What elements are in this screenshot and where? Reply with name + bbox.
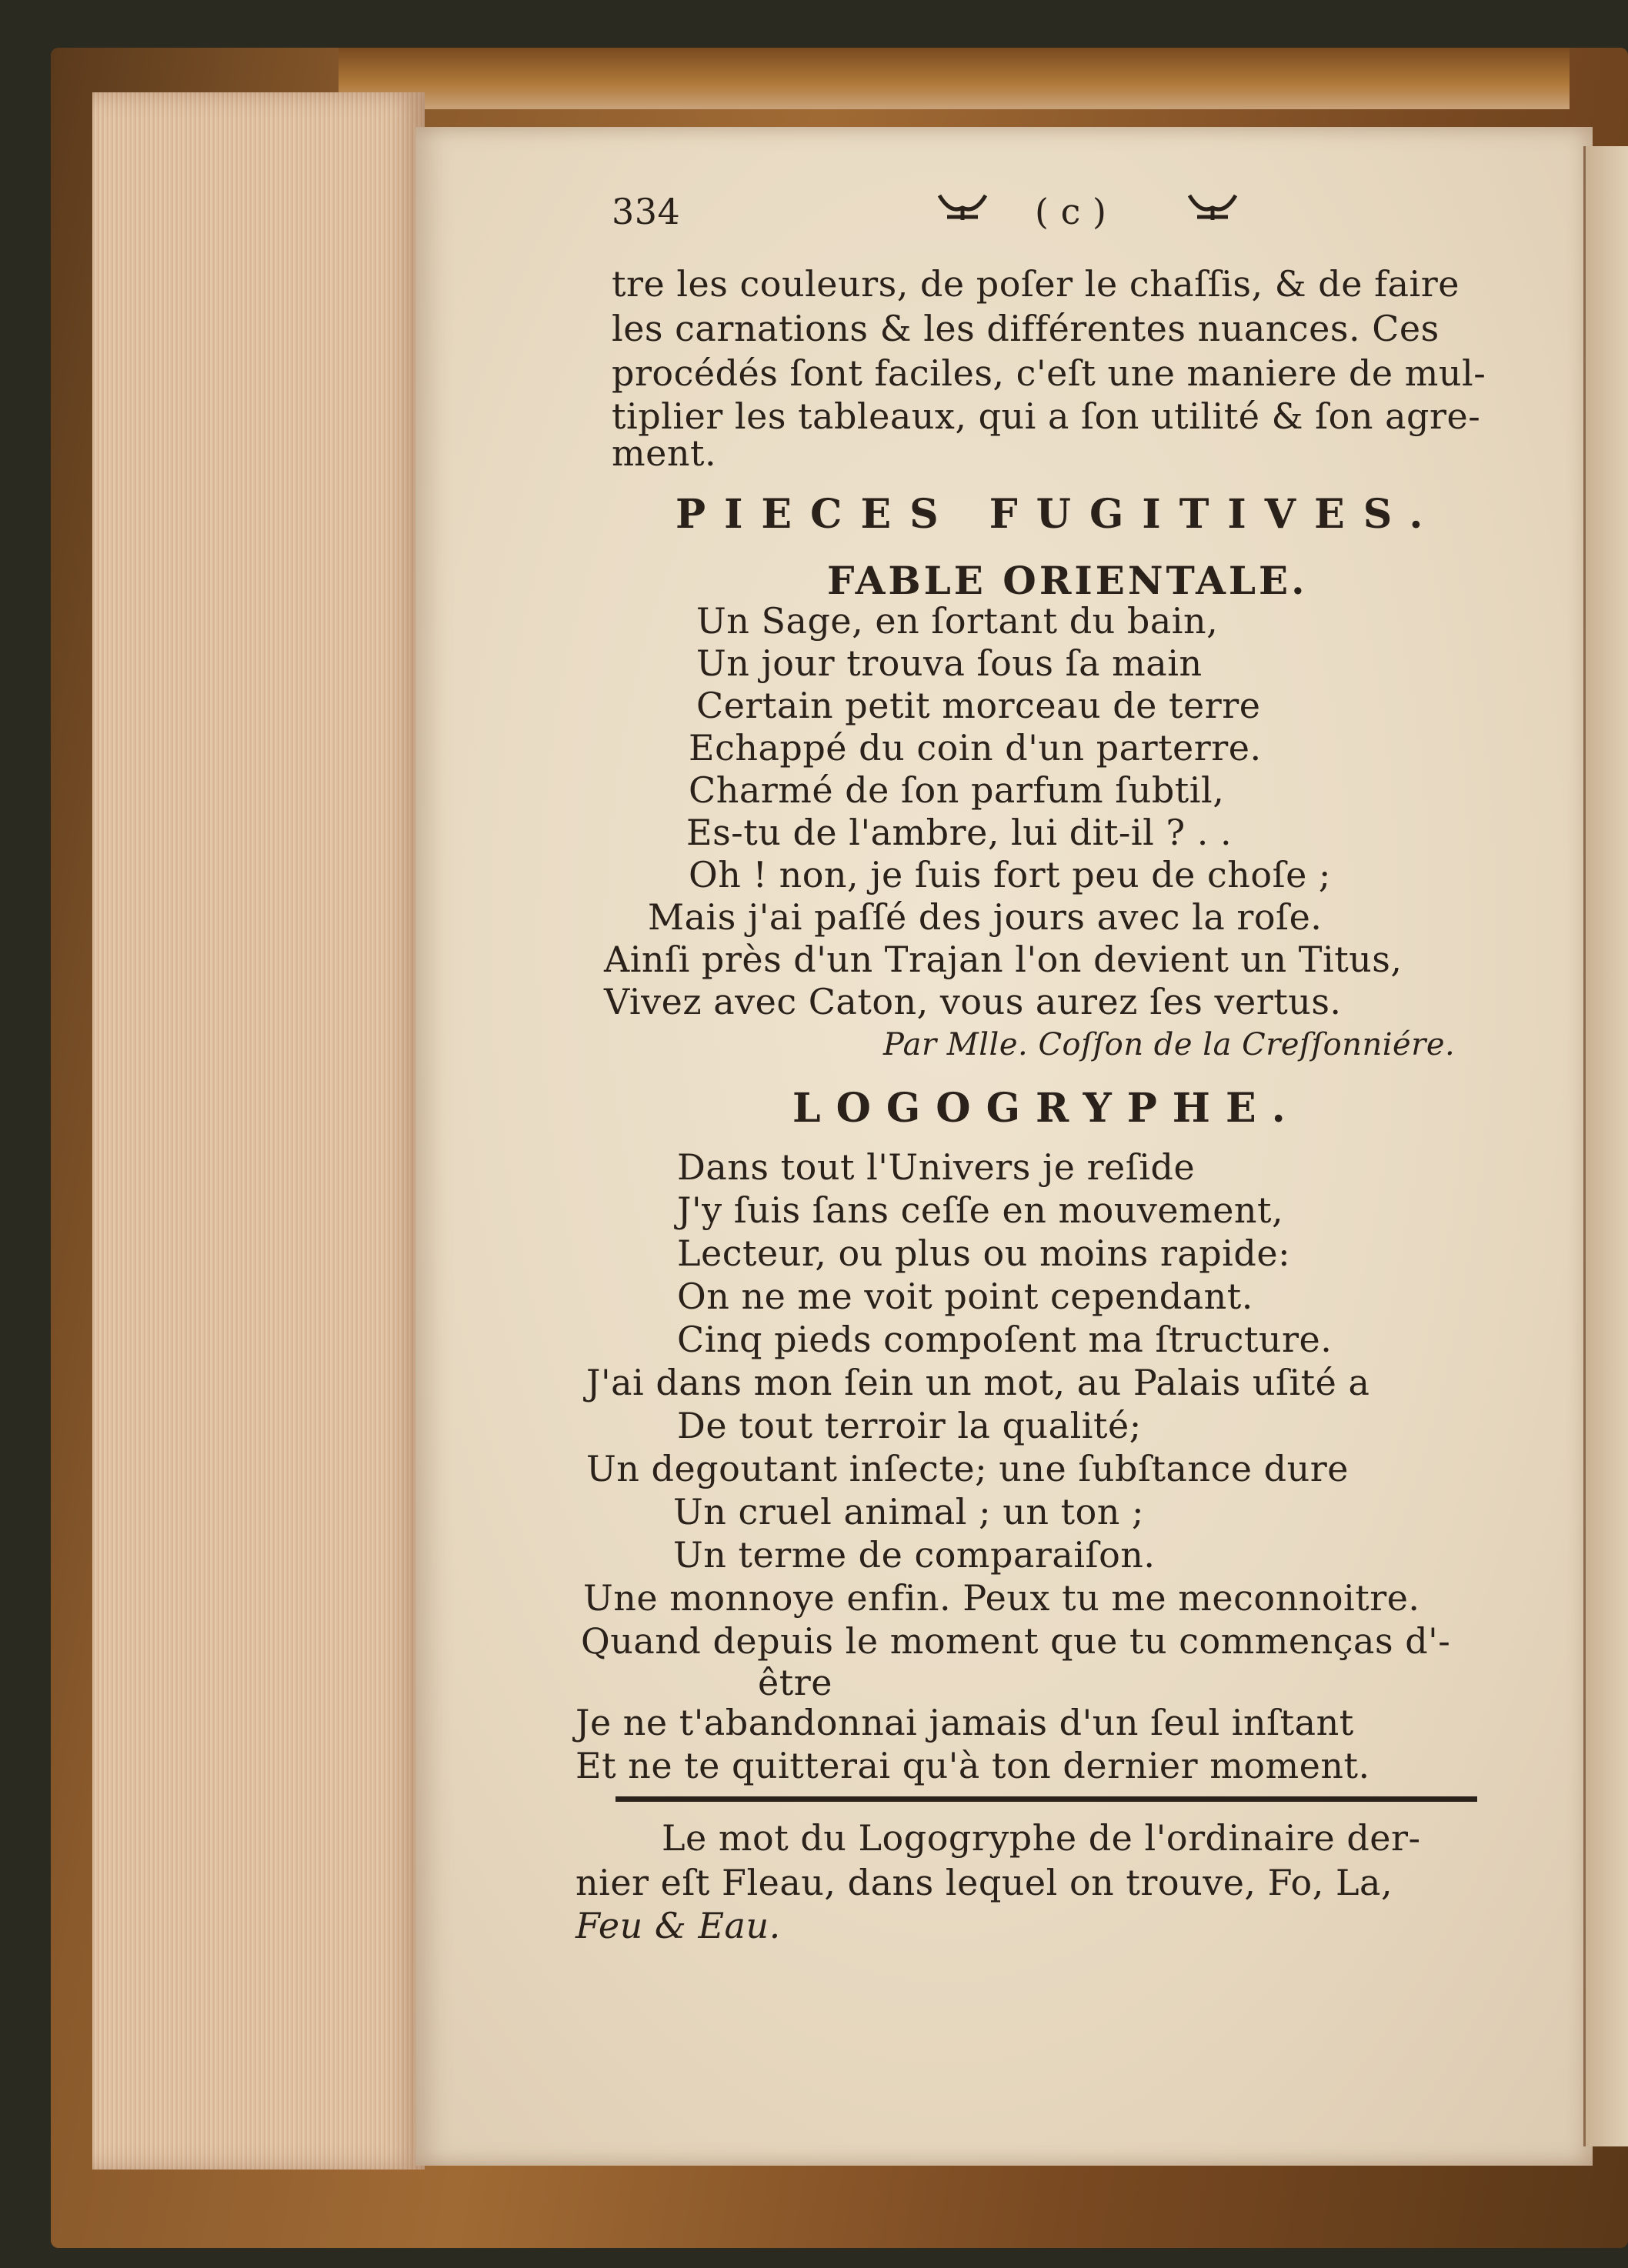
fable-line: Un Sage, en ſortant du bain, [696, 600, 1219, 642]
logogryphe-line: être [758, 1662, 832, 1703]
logogryphe-line: Dans tout l'Univers je reſide [677, 1146, 1196, 1188]
facing-page-edge [1583, 146, 1628, 2146]
divider-rule [616, 1796, 1477, 1802]
intro-line: les carnations & les différentes nuances. Ces [612, 308, 1440, 349]
logogryphe-line: J'y ſuis ſans ceſſe en mouvement, [677, 1189, 1284, 1231]
intro-line: tre les couleurs, de poſer le chaſſis, & de faire [612, 263, 1460, 305]
logogryphe-line: Et ne te quitterai qu'à ton dernier moment. [575, 1745, 1370, 1786]
right-ornament-icon [1185, 191, 1240, 222]
left-ornament-icon [935, 191, 990, 222]
fable-line: Es-tu de l'ambre, lui dit-il ? . . [686, 812, 1233, 853]
logogryphe-line: Cinq pieds compoſent ma ſtructure. [677, 1319, 1333, 1360]
page-number: 334 [612, 191, 681, 232]
center-mark: ( c ) [1035, 191, 1107, 232]
logogryphe-line: Lecteur, ou plus ou moins rapide: [677, 1232, 1291, 1274]
logogryphe-line: Un degoutant inſecte; une ſubſtance dure [586, 1448, 1349, 1489]
fable-line: Charmé de ſon parfum ſubtil, [689, 769, 1225, 811]
logogryphe-line: Je ne t'abandonnai jamais d'un ſeul inſtant [575, 1702, 1354, 1743]
footnote-line: Le mot du Logogryphe de l'ordinaire der- [662, 1817, 1421, 1859]
fable-line: Echappé du coin d'un parterre. [689, 727, 1262, 769]
logogryphe-line: Un cruel animal ; un ton ; [673, 1491, 1145, 1533]
logogryphe-line: Quand depuis le moment que tu commenças d'- [581, 1620, 1451, 1662]
logogryphe-line: On ne me voit point cependant. [677, 1276, 1253, 1317]
logogryphe-line: Une monnoye enfin. Peux tu me meconnoitre. [583, 1577, 1420, 1619]
logogryphe-line: J'ai dans mon ſein un mot, au Palais uſité a [586, 1362, 1370, 1403]
cover-top-edge [339, 48, 1570, 109]
intro-line: tiplier les tableaux, qui a ſon utilité & ſon agre- [612, 395, 1481, 437]
logogryphe-line: De tout terroir la qualité; [677, 1405, 1142, 1446]
logogryphe-title: LOGOGRYPHE. [792, 1085, 1301, 1132]
logogryphe-line: Un terme de comparaiſon. [673, 1534, 1156, 1576]
fable-line: Un jour trouva ſous ſa main [696, 642, 1203, 684]
intro-line: procédés ſont faciles, c'eſt une maniere de mul- [612, 352, 1486, 394]
footnote-line: nier eſt Fleau, dans lequel on trouve, Fo, La, [575, 1862, 1393, 1903]
fable-line: Mais j'ai paſſé des jours avec la roſe. [648, 896, 1323, 938]
page-block-edges [92, 92, 425, 2170]
fable-line: Oh ! non, je ſuis fort peu de choſe ; [689, 854, 1331, 896]
footnote-line: Feu & Eau. [575, 1905, 781, 1946]
intro-line: ment. [612, 432, 717, 474]
section-title: PIECES FUGITIVES. [676, 491, 1442, 538]
fable-line: Certain petit morceau de terre [696, 685, 1261, 726]
fable-line: Ainſi près d'un Trajan l'on devient un Titus, [604, 939, 1403, 980]
fable-byline: Par Mlle. Coſſon de la Creſſonniére. [883, 1027, 1456, 1062]
fable-title: FABLE ORIENTALE. [827, 558, 1308, 603]
fable-line: Vivez avec Caton, vous aurez ſes vertus. [604, 981, 1342, 1022]
